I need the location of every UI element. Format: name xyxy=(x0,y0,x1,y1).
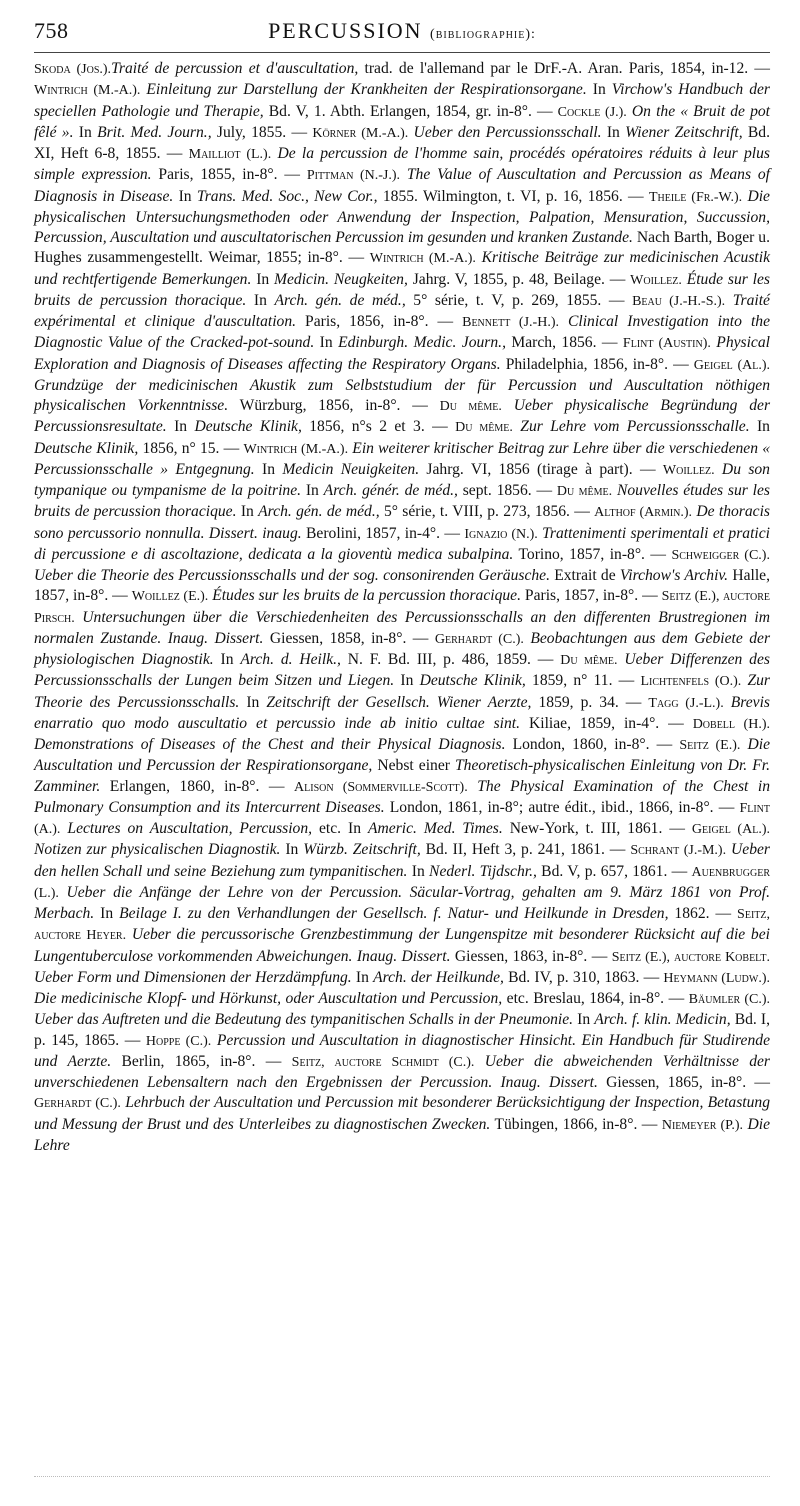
entry-details: In xyxy=(586,81,612,99)
entry-details: Paris, 1856, in-8°. — xyxy=(296,313,463,330)
entry-author: Althof (Armin.). xyxy=(594,505,693,521)
entry-details: In xyxy=(301,482,324,499)
entry-title: Du son tympanique ou tympanisme de la poitrine. xyxy=(34,460,770,499)
entry-details: 1856, n°s 2 et 3. — xyxy=(301,418,456,436)
entry-title: The Physical Examination of the Chest in Pulmonary Consumption and its Intercurrent Diseases. xyxy=(34,777,770,816)
entry-title: Deutsche Klinik, xyxy=(34,439,139,457)
entry-author: Niemeyer (P.). xyxy=(661,1117,744,1133)
bibliography-entry xyxy=(132,587,662,604)
entry-title: Virchow's Handbuch der speciellen Pathologie und Therapie, xyxy=(34,81,770,120)
entry-author: Seitz (E.), auctore Kobelt. xyxy=(611,949,770,965)
running-title-main: PERCUSSION xyxy=(268,18,423,43)
entry-author: Lichtenfels (O.). xyxy=(640,674,742,690)
entry-title: Ueber den Percussionsschall. xyxy=(408,123,602,141)
entry-details: In xyxy=(246,291,275,309)
entry-title: Percussion und Auscultation in diagnostischer Hinsicht. Ein Handbuch für Studirende und Aerzte. xyxy=(34,1031,770,1070)
entry-title: Ueber die percussorische Grenzbestimmung der Lungenspitze mit besonderer Rücksicht auf die bei Lungentuberculose vorkommenden Abweichungen. Inaug. Dissert. xyxy=(34,926,770,965)
entry-details: In xyxy=(351,968,374,986)
entry-details: In xyxy=(394,672,420,690)
entry-title: Virchow's Archiv. xyxy=(619,567,729,584)
entry-title: Traité de percussion et d'auscultation, xyxy=(111,60,359,77)
entry-author: Flint (A.). xyxy=(34,800,770,837)
entry-author: Gerhardt (C.). xyxy=(34,1096,121,1112)
entry-author: Du même. xyxy=(560,653,618,668)
entry-details: Bd. II, Heft 3, p. 241, 1861. — xyxy=(420,841,631,859)
entry-details: 1862. — xyxy=(668,905,738,922)
entry-details: Paris, 1855, in-8°. — xyxy=(151,166,307,184)
entry-details: N. F. Bd. III, p. 486, 1859. — xyxy=(340,651,561,668)
entry-author: Theile (Fr.-W.). xyxy=(648,189,743,205)
entry-author: Mailliot (L.). xyxy=(188,147,272,162)
entry-title: Traité expérimental et clinique d'auscultation. xyxy=(34,291,770,330)
entry-title: Ein weiterer kritischer Beitrag zur Lehre über die verschiedenen « Percussionsschalle » Entgegnung. xyxy=(34,439,771,478)
entry-details: In xyxy=(213,651,241,668)
entry-title: Die medicinische Klopf- und Hörkunst, oder Auscultation und Percussion, xyxy=(34,990,503,1007)
entry-title: Ueber physicalische Begründung der Percussionsresultate. xyxy=(34,397,771,436)
entry-title: Brevis enarratio quo modo auscultatio et percussio inde ab initio cultae sint. xyxy=(34,693,771,732)
entry-author: Bäumler (C.). xyxy=(688,992,770,1007)
entry-details: Giessen, 1858, in-8°. — xyxy=(263,629,435,647)
entry-details: trad. de l'allemand par le D xyxy=(358,60,546,77)
entry-author: Seitz, auctore Schmidt (C.). xyxy=(291,1054,475,1070)
entry-title: Arch. gén. de méd., xyxy=(274,291,406,309)
running-title xyxy=(34,18,770,44)
entry-author: Woillez. xyxy=(630,272,682,288)
entry-title: Ueber den hellen Schall und seine Beziehung zum tympanitischen. xyxy=(34,841,770,880)
entry-title: Beilage I. zu den Verhandlungen der Gesellsch. f. Natur- und Heilkunde in Dresden, xyxy=(119,905,669,922)
entry-details: Erlangen, 1860, in-8°. — xyxy=(100,777,295,795)
entry-author: Seitz, auctore Heyer. xyxy=(34,907,770,944)
entry-details: r xyxy=(545,60,551,77)
entry-title: Brit. Med. Journ., xyxy=(97,123,212,141)
entry-title: Theoretisch-physicalischen Einleitung von Dr. Fr. Zamminer. xyxy=(34,757,771,795)
entry-details: Bd. I, p. 145, 1865. — xyxy=(34,1011,770,1049)
entry-details: Jahrg. VI, 1856 (tirage à part). — xyxy=(419,460,663,478)
entry-details: Berolini, 1857, in-4°. — xyxy=(301,524,465,542)
bibliography-paragraph xyxy=(34,59,770,1156)
entry-title: Demonstrations of Diseases of the Chest and their Physical Diagnosis. xyxy=(34,736,506,753)
entry-title: Ueber Differenzen des Percussionsschalls der Lungen beim Sitzen und Liegen. xyxy=(34,651,770,690)
entry-title: Arch. f. klin. Medicin, xyxy=(594,1011,731,1029)
entry-author: Hoppe (C.). xyxy=(145,1033,212,1049)
entry-details: In xyxy=(407,862,430,880)
entry-title: On the « Bruit de pot fêlé ». xyxy=(34,102,770,141)
entry-details: Jahrg. V, 1855, p. 48, Beilage. — xyxy=(407,270,631,288)
entry-title: Ueber die abweichenden Verhältnisse der unverschiedenen Lebensaltern nach den Ergebnissen der Percussion. Inaug. Dissert. xyxy=(34,1052,770,1091)
footer-rule xyxy=(34,1476,770,1477)
entry-author: Woillez. xyxy=(662,462,715,478)
entry-author: Cockle (J.). xyxy=(557,104,627,120)
entry-details: Bd. IV, p. 310, 1863. — xyxy=(503,968,664,986)
entry-title: Ueber das Auftreten und die Bedeutung des tympanitischen Schalls in der Pneumonie. xyxy=(34,1011,574,1029)
entry-details: In xyxy=(236,503,259,521)
entry-details: Berlin, 1865, in-8°. — xyxy=(111,1052,292,1070)
entry-title: Physical Exploration and Diagnosis of Diseases affecting the Respiratory Organs. xyxy=(34,334,770,373)
entry-details: In xyxy=(173,187,197,205)
entry-details: In xyxy=(166,418,195,436)
entry-title: Die physicalischen Untersuchungsmethoden oder Anwendung der Inspection, Palpation, Mensuration, Succussion, Percussion, Auscultation und auscultatorischen Percussion im gesunden und kranken Zustande. xyxy=(34,187,770,246)
entry-details: sept. 1856. — xyxy=(457,482,557,499)
entry-author: Beau (J.-H.-S.). xyxy=(632,293,726,309)
entry-details: Kiliae, 1859, in-4°. — xyxy=(520,714,693,732)
entry-details: London, 1860, in-8°. — xyxy=(505,736,680,753)
entry-title: Arch. d. Heilk., xyxy=(240,651,341,668)
entry-title: Einleitung zur Darstellung der Krankheiten der Respirationsorgane. xyxy=(140,81,587,99)
entry-details: In xyxy=(254,460,283,478)
entry-details: In xyxy=(601,123,626,141)
entry-details: London, 1861, in-8°; autre édit., ibid., 1866, in-8°. — xyxy=(384,798,740,816)
entry-title: De la percussion de l'homme sain, procédés opératoires réduits à leur plus simple expression. xyxy=(34,145,770,184)
entry-author: Dobell (H.). xyxy=(692,716,770,732)
entry-title: Grundzüge der medicinischen Akustik zum Selbststudium der für Percussion und Auscultation nöthigen physicalischen Vorkenntnisse. xyxy=(34,376,770,414)
entry-details: Nach Barth, Boger u. Hughes zusammengestellt. Weimar, 1855; in-8°. — xyxy=(34,229,771,267)
entry-author: Skoda (Jos.). xyxy=(34,62,112,77)
entry-details: In xyxy=(73,123,98,141)
entry-details: Giessen, 1865, in-8°. — xyxy=(597,1074,770,1091)
entry-title: Nederl. Tijdschr., xyxy=(429,862,537,880)
entry-author: Körner (M.-A.). xyxy=(312,125,409,141)
entry-title: Edinburgh. Medic. Journ., xyxy=(338,334,506,352)
entry-author: Auenbrugger (L.). xyxy=(34,864,770,901)
entry-title: Arch. der Heilkunde, xyxy=(373,968,504,986)
entry-details: etc. In xyxy=(312,820,368,837)
entry-details: 1859, p. 34. — xyxy=(531,693,649,711)
entry-author: Woillez (E.). xyxy=(131,589,209,605)
entry-title: Études sur les bruits de la percussion thoracique. xyxy=(208,587,521,605)
entry-details: In xyxy=(94,905,120,922)
entry-details: 1856, n° 15. — xyxy=(138,439,244,457)
entry-author: Alison (Sommerville-Scott). xyxy=(294,779,468,795)
entry-title: Beobachtungen aus dem Gebiete der physiologischen Diagnostik. xyxy=(34,629,771,668)
entry-title: Deutsche Klinik, xyxy=(419,672,526,690)
entry-details: F.-A. Aran. Paris, 1854, in-12. — xyxy=(550,60,770,77)
entry-title: Zur Theorie des Percussionsschalls. xyxy=(34,672,771,711)
entry-title: Étude sur les bruits de percussion thoracique. xyxy=(34,270,770,309)
entry-details: Halle, 1857, in-8°. — xyxy=(34,567,770,605)
entry-title: Die Auscultation und Percussion der Respirationsorgane, xyxy=(34,736,771,775)
entry-title: Americ. Med. Times. xyxy=(367,820,503,837)
entry-details: In xyxy=(749,418,770,436)
entry-details: Bd. XI, Heft 6-8, 1855. — xyxy=(34,123,770,162)
entry-author: Du même. xyxy=(556,484,613,499)
entry-title: Lehrbuch der Auscultation und Percussion mit besonderer Berücksichtigung der Inspection, Betastung und Messung der Brust und des Unterleibes zu diagnostischen Zwecken. xyxy=(34,1094,771,1133)
entry-details: Philadelphia, 1856, in-8°. — xyxy=(500,355,694,373)
entry-author: Ignazio (N.). xyxy=(464,526,538,542)
entry-details: 1859, n° 11. — xyxy=(525,672,641,690)
entry-author: Wintrich (M.-A.). xyxy=(369,251,476,267)
entry-author: Heymann (Ludw.). xyxy=(663,970,770,986)
entry-details: 1855. Wilmington, t. VI, p. 16, 1856. — xyxy=(377,187,649,205)
entry-author: Pittman (N.-J.). xyxy=(306,168,400,184)
entry-details: Paris, 1857, in-8°. — xyxy=(521,587,662,605)
entry-details: 5° série, t. V, p. 269, 1855. — xyxy=(405,291,633,309)
entry-author: Du même. xyxy=(439,399,502,414)
entry-title: Trans. Med. Soc., New Cor., xyxy=(196,187,378,205)
bibliography-entry xyxy=(34,60,770,77)
entry-details: In xyxy=(314,334,339,352)
entry-title: Deutsche Klinik, xyxy=(194,418,302,436)
entry-title: Zur Lehre vom Percussionsschalle. xyxy=(512,418,750,436)
entry-title: Ueber Form und Dimensionen der Herzdämpfung. xyxy=(34,968,352,986)
entry-title: Ueber die Theorie des Percussionsschalls und der sog. consonirenden Geräusche. xyxy=(34,567,550,584)
entry-title: Notizen zur physicalischen Diagnostik. xyxy=(34,841,281,859)
entry-details: etc. Breslau, 1864, in-8°. — xyxy=(502,990,689,1007)
entry-details: Würzburg, 1856, in-8°. — xyxy=(228,397,440,414)
entry-title: Medicin Neuigkeiten. xyxy=(282,460,420,478)
entry-author: Seitz (E.). xyxy=(679,738,741,753)
entry-details: Bd. V, 1. Abth. Erlangen, 1854, gr. in-8°. — xyxy=(263,102,558,120)
entry-title: Zeitschrift der Gesellsch. Wiener Aerzte, xyxy=(266,693,532,711)
entry-details: 5° série, t. VIII, p. 273, 1856. — xyxy=(379,503,595,521)
entry-details: Extrait de xyxy=(550,567,620,584)
entry-author: Wintrich (M.-A.). xyxy=(243,441,349,457)
entry-details: Giessen, 1863, in-8°. — xyxy=(450,947,612,965)
entry-details: March, 1856. — xyxy=(505,334,623,352)
entry-title: Trattenimenti sperimentali et pratici di percussione e di ascoltazione, dedicata a la gioventù medica subalpina. xyxy=(34,524,771,563)
entry-title: Kritische Beiträge zur medicinischen Acustik und rechtfertigende Bemerkungen. xyxy=(34,249,770,288)
bibliography-entry xyxy=(34,1094,770,1132)
entry-author: Gerhardt (C.). xyxy=(434,631,524,647)
running-title-sub: (bibliographie): xyxy=(430,27,536,42)
entry-author: Geigel (Al.). xyxy=(693,357,771,373)
entry-title: Nouvelles études sur les bruits de percussion thoracique. xyxy=(34,482,770,521)
entry-author: Schweigger (C.). xyxy=(671,547,770,563)
entry-details: Bd. V, p. 657, 1861. — xyxy=(536,862,692,880)
entry-title: De thoracis sono percussorio nonnulla. Dissert. inaug. xyxy=(34,503,770,542)
entry-title: The Value of Auscultation and Percussion as Means of Diagnosis in Disease. xyxy=(34,166,770,205)
entry-details: Nebst einer xyxy=(372,757,455,775)
entry-author: Tagg (J.-L.). xyxy=(648,695,724,711)
entry-title: Arch. génér. de méd., xyxy=(323,482,458,499)
page-header xyxy=(34,16,770,53)
entry-title: Clinical Investigation into the Diagnostic Value of the Cracked-pot-sound. xyxy=(34,313,770,352)
entry-title: Medicin. Neugkeiten, xyxy=(274,270,408,288)
entry-author: Du même. xyxy=(455,420,513,436)
entry-details: New-York, t. III, 1861. — xyxy=(502,820,692,837)
entry-details: In xyxy=(573,1011,595,1029)
entry-title: Würzb. Zeitschrift, xyxy=(303,841,421,859)
entry-details: In xyxy=(251,270,275,288)
bibliography-text xyxy=(34,59,770,1156)
entry-details: Torino, 1857, in-8°. — xyxy=(513,545,672,563)
entry-details: In xyxy=(280,841,304,859)
entry-details: Tübingen, 1866, in-8°. — xyxy=(490,1115,662,1133)
entry-author: Geigel (Al.). xyxy=(691,822,770,837)
entry-title: Arch. gén. de méd., xyxy=(258,503,380,521)
entry-title: Wiener Zeitschrift, xyxy=(625,123,743,141)
entry-author: Schrant (J.-M.). xyxy=(630,843,727,859)
page-number: 758 xyxy=(34,18,69,43)
entry-title: Die Lehre xyxy=(34,1115,770,1154)
entry-author: Flint (Austin). xyxy=(622,336,711,352)
entry-title: Ueber die Anfänge der Lehre von der Percussion. Säcular-Vortrag, gehalten am 9. März 1861 von Prof. Merbach. xyxy=(34,883,770,922)
entry-author: Seitz (E.), auctore Pirsch. xyxy=(34,589,771,626)
entry-details: In xyxy=(239,693,267,711)
entry-details: July, 1855. — xyxy=(211,123,313,141)
entry-title: Untersuchungen über die Verschiedenheiten des Percussionsschalls an den differenten Brustregionen im normalen Zustande. Inaug. Dissert. xyxy=(34,608,770,647)
entry-author: Bennett (J.-H.). xyxy=(462,315,559,330)
entry-author: Wintrich (M.-A.). xyxy=(34,83,141,99)
entry-title: Lectures on Auscultation, Percussion, xyxy=(60,820,313,837)
